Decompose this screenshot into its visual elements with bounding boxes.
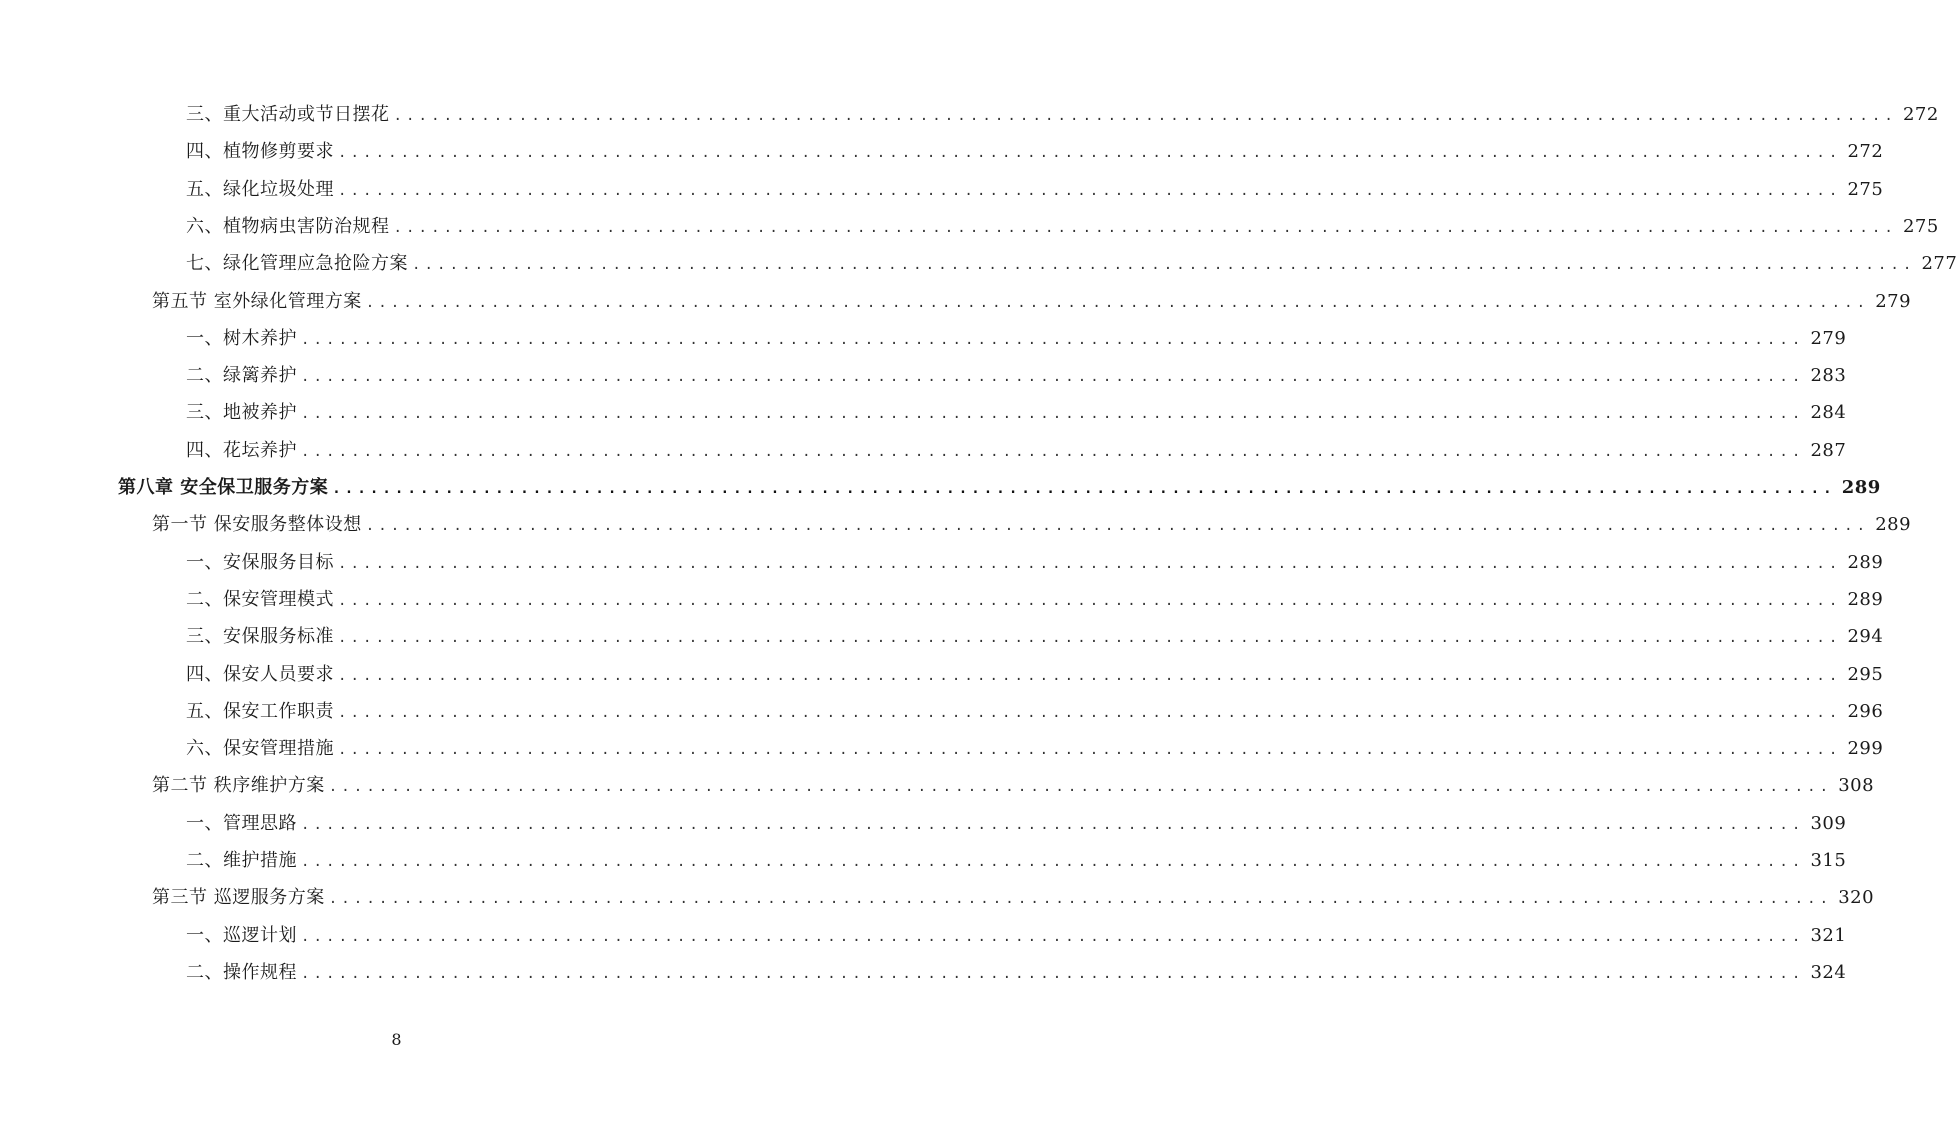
- toc-dot-leader: ........................................................................................................................: [301, 369, 1805, 386]
- toc-section-row: [152, 771, 1875, 801]
- toc-entry-page: 272: [1847, 141, 1884, 163]
- toc-item-row: [186, 548, 1884, 578]
- toc-entry-label: 五、绿化垃圾处理: [186, 178, 334, 200]
- toc-entry-page: 279: [1875, 290, 1912, 312]
- toc-dot-leader: ........................................................................................................................: [393, 219, 1897, 236]
- toc-entry-page: 309: [1810, 812, 1847, 834]
- toc-entry-label: 四、保安人员要求: [186, 663, 334, 685]
- toc-entry-label: 二、绿篱养护: [186, 365, 297, 387]
- toc-item-row: [186, 958, 1847, 988]
- toc-entry-page: 324: [1810, 961, 1847, 983]
- toc-dot-leader: ........................................................................................................................: [338, 667, 1842, 684]
- toc-entry-label: 第一节 保安服务整体设想: [152, 514, 362, 536]
- toc-item-row: [186, 324, 1847, 354]
- toc-item-row: [186, 175, 1884, 205]
- toc-entry-label: 二、保安管理模式: [186, 588, 334, 610]
- toc-entry-label: 七、绿化管理应急抢险方案: [186, 253, 408, 275]
- toc-item-row: [186, 436, 1847, 466]
- toc-entry-label: 三、重大活动或节日摆花: [186, 104, 390, 125]
- toc-dot-leader: ........................................................................................................................: [338, 145, 1842, 162]
- toc-entry-label: 二、维护措施: [186, 850, 297, 871]
- toc-item-row: [186, 809, 1847, 839]
- toc-entry-page: 289: [1847, 551, 1884, 573]
- toc-entry-page: 287: [1810, 439, 1847, 461]
- toc-item-row: [186, 100, 1939, 130]
- toc-item-row: [186, 697, 1884, 727]
- toc-dot-leader: ........................................................................................................................: [412, 257, 1916, 274]
- toc-dot-leader: ........................................................................................................................: [332, 481, 1836, 497]
- toc-item-row: [186, 585, 1884, 615]
- toc-chapter-row: [118, 473, 1881, 503]
- toc-entry-page: 295: [1847, 663, 1884, 685]
- toc-entry-label: 四、花坛养护: [186, 439, 297, 461]
- toc-entry-label: 第八章 安全保卫服务方案: [118, 477, 329, 498]
- toc-entry-page: 289: [1841, 477, 1881, 498]
- toc-entry-label: 第三节 巡逻服务方案: [152, 887, 325, 909]
- toc-entry-label: 第二节 秩序维护方案: [152, 775, 325, 797]
- toc-entry-page: 299: [1847, 738, 1884, 760]
- toc-entry-page: 279: [1810, 327, 1847, 349]
- toc-item-row: [186, 361, 1847, 391]
- toc-entry-label: 三、地被养护: [186, 402, 297, 424]
- toc-entry-page: 289: [1847, 588, 1884, 610]
- toc-item-row: [186, 137, 1884, 167]
- toc-dot-leader: ........................................................................................................................: [301, 406, 1805, 423]
- toc-dot-leader: ........................................................................................................................: [365, 518, 1870, 535]
- toc-section-row: [152, 287, 1912, 317]
- toc-entry-label: 一、树木养护: [186, 327, 297, 349]
- toc-item-row: [186, 846, 1847, 876]
- toc-entry-page: 284: [1810, 402, 1847, 424]
- toc-entry-page: 275: [1847, 178, 1884, 200]
- toc-item-row: [186, 622, 1884, 652]
- toc-entry-page: 308: [1838, 775, 1875, 797]
- toc-entry-label: 一、管理思路: [186, 812, 297, 834]
- toc-dot-leader: ........................................................................................................................: [338, 704, 1842, 721]
- toc-entry-page: 296: [1847, 700, 1884, 722]
- toc-item-row: [186, 249, 1957, 279]
- toc-dot-leader: ........................................................................................................................: [393, 108, 1897, 124]
- toc-entry-page: 321: [1810, 924, 1847, 946]
- toc-entry-label: 六、保安管理措施: [186, 738, 334, 760]
- toc-dot-leader: ........................................................................................................................: [338, 555, 1842, 572]
- toc-dot-leader: ........................................................................................................................: [328, 779, 1833, 796]
- toc-dot-leader: ........................................................................................................................: [301, 854, 1805, 870]
- toc-item-row: [186, 921, 1847, 951]
- toc-dot-leader: ........................................................................................................................: [338, 742, 1842, 759]
- toc-entry-page: 289: [1875, 514, 1912, 536]
- toc-entry-label: 一、安保服务目标: [186, 551, 334, 573]
- toc-item-row: [186, 212, 1939, 242]
- toc-dot-leader: ........................................................................................................................: [365, 294, 1870, 311]
- toc-section-row: [152, 510, 1912, 540]
- toc-dot-leader: ........................................................................................................................: [338, 592, 1842, 609]
- toc-dot-leader: ........................................................................................................................: [301, 965, 1805, 982]
- toc-entry-page: 320: [1838, 887, 1875, 909]
- toc-item-row: [186, 734, 1884, 764]
- toc-dot-leader: ........................................................................................................................: [328, 891, 1833, 908]
- toc-entry-page: 277: [1921, 253, 1957, 275]
- toc-entry-label: 二、操作规程: [186, 961, 297, 983]
- toc-entry-page: 275: [1902, 215, 1939, 237]
- toc-entry-label: 六、植物病虫害防治规程: [186, 215, 390, 237]
- toc-entry-page: 272: [1902, 104, 1939, 125]
- toc-dot-leader: ........................................................................................................................: [301, 816, 1805, 833]
- toc-entry-page: 294: [1847, 626, 1884, 648]
- toc-dot-leader: ........................................................................................................................: [338, 182, 1842, 199]
- toc-dot-leader: ........................................................................................................................: [338, 630, 1842, 647]
- toc-entry-label: 五、保安工作职责: [186, 700, 334, 722]
- toc-entry-label: 四、植物修剪要求: [186, 141, 334, 163]
- toc-item-row: [186, 398, 1847, 428]
- toc-dot-leader: ........................................................................................................................: [301, 331, 1805, 348]
- toc-entry-page: 315: [1810, 850, 1847, 871]
- toc-entry-label: 三、安保服务标准: [186, 626, 334, 648]
- toc-entry-label: 第五节 室外绿化管理方案: [152, 290, 362, 312]
- toc-dot-leader: ........................................................................................................................: [301, 928, 1805, 945]
- toc-section-row: [152, 883, 1875, 913]
- page-number: 8: [391, 1030, 402, 1049]
- toc-entry-label: 一、巡逻计划: [186, 924, 297, 946]
- toc-entry-page: 283: [1810, 365, 1847, 387]
- toc-dot-leader: ........................................................................................................................: [301, 443, 1805, 460]
- toc-item-row: [186, 660, 1884, 690]
